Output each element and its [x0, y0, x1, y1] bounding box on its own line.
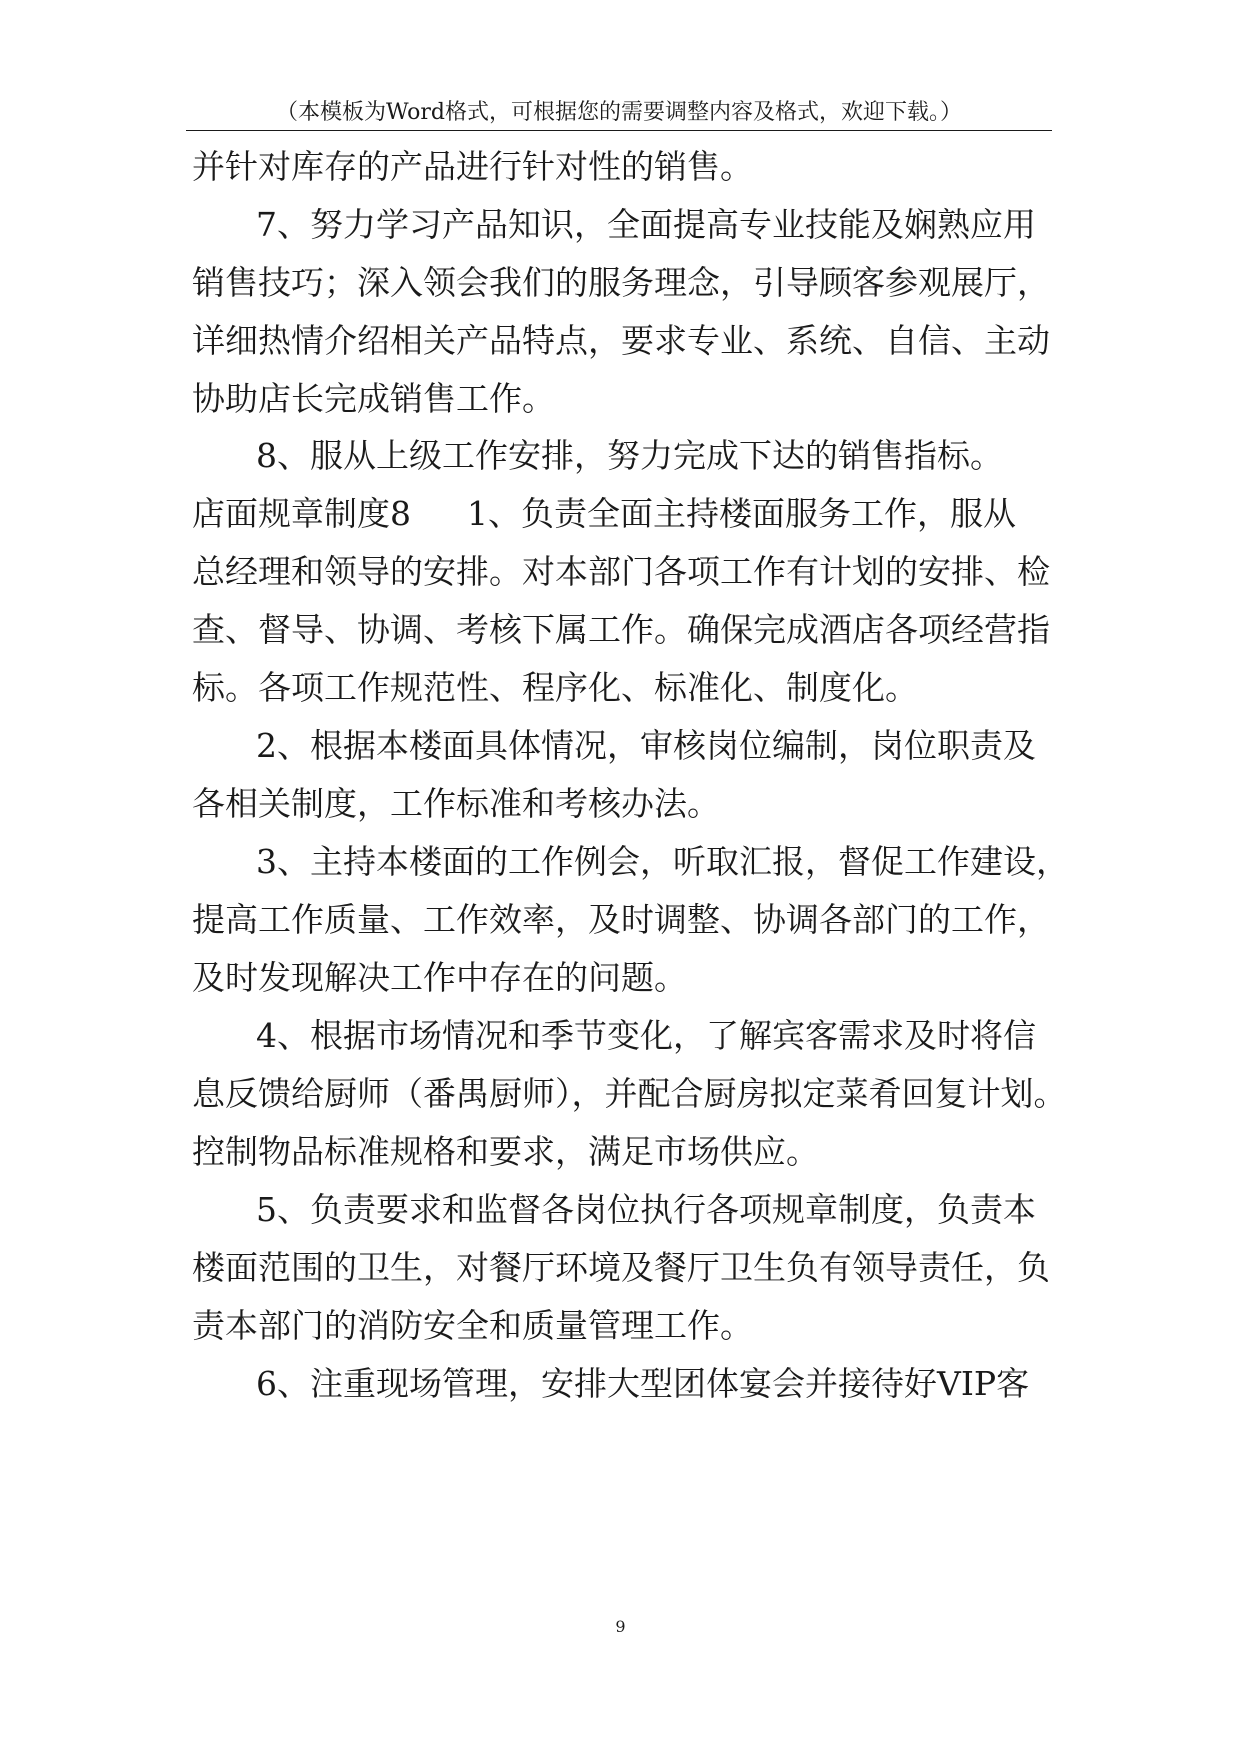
header-note: （本模板为Word格式，可根据您的需要调整内容及格式，欢迎下载。） [276, 100, 962, 125]
body-line: 6、注重现场管理，安排大型团体宴会并接待好VIP客 [256, 1364, 1030, 1403]
body-line: 控制物品标准规格和要求，满足市场供应。 [192, 1132, 819, 1171]
body-line: 7、努力学习产品知识，全面提高专业技能及娴熟应用 [256, 205, 1036, 244]
body-line: 标。各项工作规范性、程序化、标准化、制度化。 [192, 668, 918, 707]
section-heading: 店面规章制度8 [192, 494, 411, 533]
body-line: 息反馈给厨师（番禺厨师），并配合厨房拟定菜肴回复计划。 [192, 1074, 1067, 1113]
body-line-inline: 1、负责全面主持楼面服务工作，服从 [467, 494, 1016, 533]
body-line: 2、根据本楼面具体情况，审核岗位编制，岗位职责及 [256, 726, 1036, 765]
body-line: 4、根据市场情况和季节变化，了解宾客需求及时将信 [256, 1016, 1036, 1055]
body-line: 详细热情介绍相关产品特点，要求专业、系统、自信、主动 [192, 321, 1050, 360]
section-heading-line [192, 492, 1016, 536]
body-line: 查、督导、协调、考核下属工作。确保完成酒店各项经营指 [192, 610, 1050, 649]
body-line: 各相关制度，工作标准和考核办法。 [192, 784, 720, 823]
header-divider [186, 130, 1052, 131]
page-number: 9 [615, 1617, 626, 1636]
body-line: 3、主持本楼面的工作例会，听取汇报，督促工作建设， [256, 842, 1069, 881]
body-line: 协助店长完成销售工作。 [192, 379, 555, 418]
body-line: 5、负责要求和监督各岗位执行各项规章制度，负责本 [256, 1190, 1036, 1229]
body-line: 总经理和领导的安排。对本部门各项工作有计划的安排、检 [192, 552, 1050, 591]
body-line: 责本部门的消防安全和质量管理工作。 [192, 1306, 753, 1345]
body-line: 提高工作质量、工作效率，及时调整、协调各部门的工作， [192, 900, 1050, 939]
body-line: 8、服从上级工作安排，努力完成下达的销售指标。 [256, 436, 1003, 475]
body-line: 并针对库存的产品进行针对性的销售。 [192, 147, 753, 186]
body-line: 楼面范围的卫生，对餐厅环境及餐厅卫生负有领导责任，负 [192, 1248, 1050, 1287]
body-line: 销售技巧；深入领会我们的服务理念，引导顾客参观展厅， [192, 263, 1050, 302]
body-line: 及时发现解决工作中存在的问题。 [192, 958, 687, 997]
